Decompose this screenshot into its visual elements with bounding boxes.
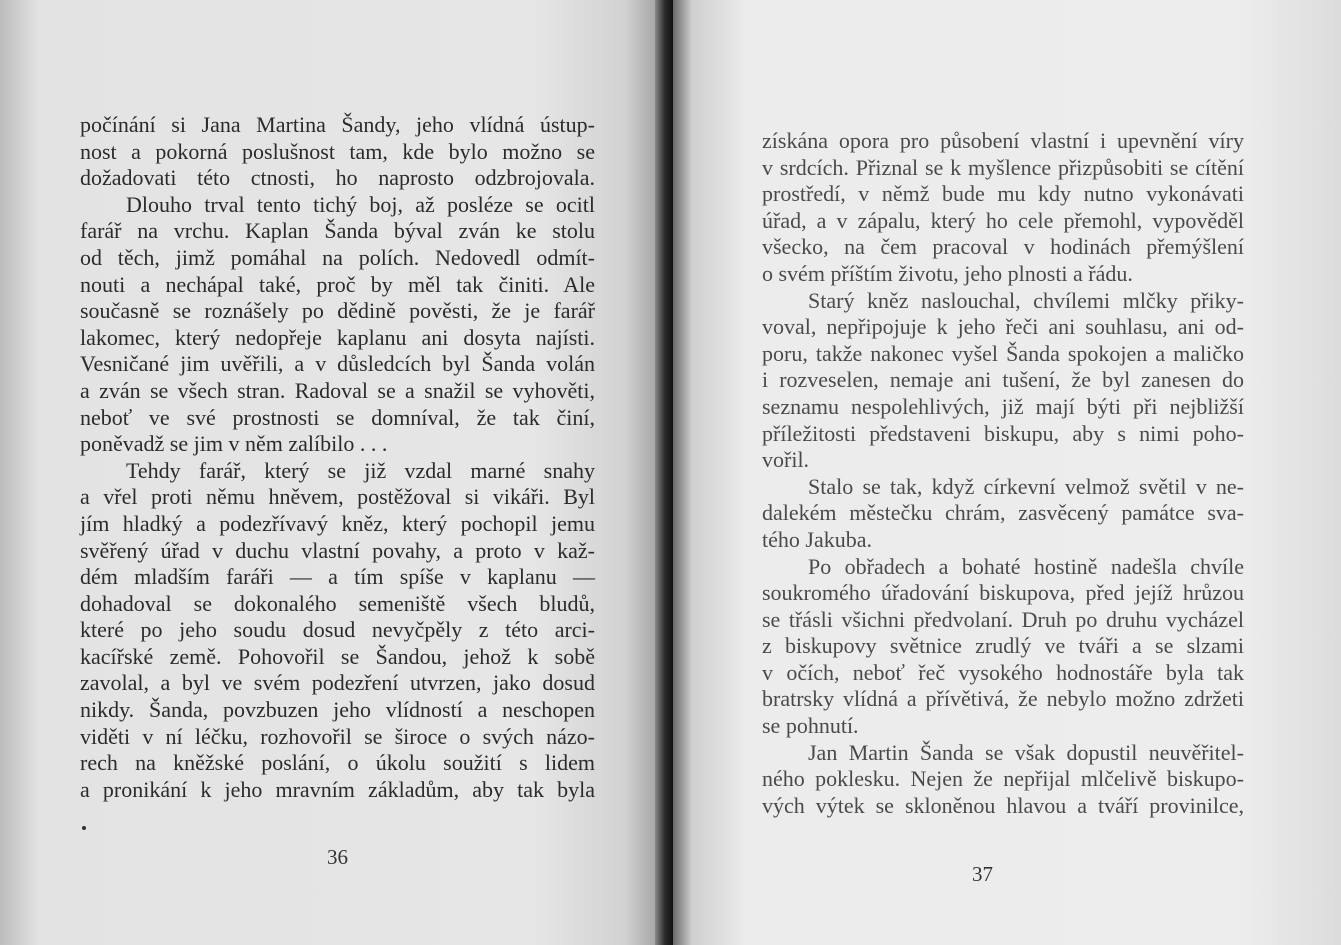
text-line: dalekém městečku chrám, zasvěcený památce sva- — [762, 500, 1244, 526]
text-line: v srdcích. Přiznal se k myšlence přizpůsobiti se cítění — [762, 154, 1244, 180]
ink-speck — [82, 826, 86, 830]
text-line: se pohnutí. — [762, 713, 859, 739]
text-line: z biskupovy světnice zrudlý ve tváři a se slzami — [762, 633, 1244, 659]
text-line: se třásli všichni předvolaní. Druh po druhu vycházel — [762, 606, 1244, 632]
text-line: lakomec, který nedopřeje kaplanu ani dosyta najísti. — [80, 324, 595, 350]
text-line: Jan Martin Šanda se však dopustil neuvěřitel- — [808, 739, 1244, 765]
text-line: Vesničané jim uvěřili, a v důsledcích byl Šanda volán — [80, 351, 595, 377]
text-line: vých výtek se skloněnou hlavou a tváří provinilce, — [762, 792, 1244, 818]
text-line: o svém příštím životu, jeho plnosti a řádu. — [762, 260, 1133, 286]
text-line: prostředí, v němž bude mu kdy nutno vykonávati — [762, 181, 1244, 207]
text-line: svěřený úřad v duchu vlastní povahy, a proto v kaž- — [80, 537, 595, 563]
text-line: ného poklesku. Nejen že nepřijal mlčelivě biskupo- — [762, 766, 1244, 792]
text-line: a pronikání k jeho mravním základům, aby tak byla — [80, 776, 595, 802]
text-line: v očích, neboť řeč vysokého hodnostáře byla tak — [762, 659, 1244, 685]
text-line: získána opora pro působení vlastní i upevnění víry — [762, 128, 1244, 153]
text-line: farář na vrchu. Kaplan Šanda býval zván ke stolu — [80, 218, 595, 244]
left-page — [0, 0, 665, 945]
text-line: úřad, a v zápalu, který ho cele přemohl, vypověděl — [762, 207, 1244, 233]
left-page-text — [80, 112, 595, 803]
text-line: které po jeho soudu dosud nevyčpěly z této arci- — [80, 617, 595, 643]
text-line: zavolal, a byl ve svém podezření utvrzen, jako dosud — [80, 670, 595, 696]
text-line: nost a pokorná poslušnost tam, kde bylo možno se — [80, 138, 595, 164]
text-line: vořil. — [762, 447, 810, 473]
text-line: soukromého úřadování biskupova, před jejíž hrůzou — [762, 580, 1244, 606]
text-line: Stalo se tak, když církevní velmož světil v ne- — [808, 473, 1244, 499]
text-line: voval, nepřipojuje k jeho řeči ani souhlasu, ani od- — [762, 314, 1244, 340]
right-page — [665, 0, 1341, 945]
text-line: a zván se všech stran. Radoval se a snažil se vyhověti, — [80, 377, 595, 403]
text-line: poru, takže nakonec vyšel Šanda spokojen a maličko — [762, 340, 1244, 366]
text-line: viděti v ní léčku, rozhovořil se široce o svých názo- — [80, 723, 595, 749]
text-line: nouti a nechápal také, proč by měl tak činiti. Ale — [80, 271, 595, 297]
text-line: dohadoval se dokonalého semeniště všech bludů, — [80, 590, 595, 616]
text-line: seznamu nespolehlivých, již mají býti při nejbližší — [762, 393, 1244, 419]
text-line: neboť ve své prostnosti se domníval, že tak činí, — [80, 404, 595, 430]
text-line: příležitosti představeni biskupu, aby s nimi poho- — [762, 420, 1244, 446]
text-line: bratrsky vlídná a přívětivá, že nebylo možno zdržeti — [762, 686, 1244, 712]
text-line: od těch, jimž pomáhal na polích. Nedovedl odmít- — [80, 244, 595, 270]
text-line: Tehdy farář, který se již vzdal marné snahy — [126, 457, 595, 483]
text-line: i rozveselen, nemaje ani tušení, že byl zanesen do — [762, 367, 1244, 393]
text-line: Dlouho trval tento tichý boj, až posléze se ocitl — [126, 191, 595, 217]
page-number-left: 36 — [327, 845, 348, 869]
text-line: rech na kněžské poslání, o úkolu soužití s lidem — [80, 750, 595, 776]
text-line: jím hladký a podezřívavý kněz, který pochopil jemu — [80, 510, 595, 536]
text-line: počínání si Jana Martina Šandy, jeho vlídná ústup- — [80, 112, 595, 137]
book-gutter — [655, 0, 673, 945]
text-line: poněvadž se jim v něm zalíbilo . . . — [80, 431, 388, 457]
page-number-right: 37 — [972, 862, 993, 886]
text-line: a vřel proti němu hněvem, postěžoval si vikáři. Byl — [80, 484, 595, 510]
text-line: kacířské země. Pohovořil se Šandou, jehož k sobě — [80, 643, 595, 669]
text-line: nikdy. Šanda, povzbuzen jeho vlídností a neschopen — [80, 697, 595, 723]
right-page-text — [762, 128, 1244, 819]
text-line: všecko, na čem pracoval v hodinách přemýšlení — [762, 234, 1244, 260]
text-line: současně se roznášely po dědině pověsti, že je farář — [80, 298, 595, 324]
text-line: dožadovati této ctnosti, ho naprosto odzbrojovala. — [80, 165, 595, 191]
text-line: dém mladším faráři — a tím spíše v kaplanu — — [80, 564, 595, 590]
text-line: tého Jakuba. — [762, 526, 872, 552]
text-line: Starý kněz naslouchal, chvílemi mlčky přiky- — [808, 287, 1244, 313]
text-line: Po obřadech a bohaté hostině nadešla chvíle — [808, 553, 1244, 579]
